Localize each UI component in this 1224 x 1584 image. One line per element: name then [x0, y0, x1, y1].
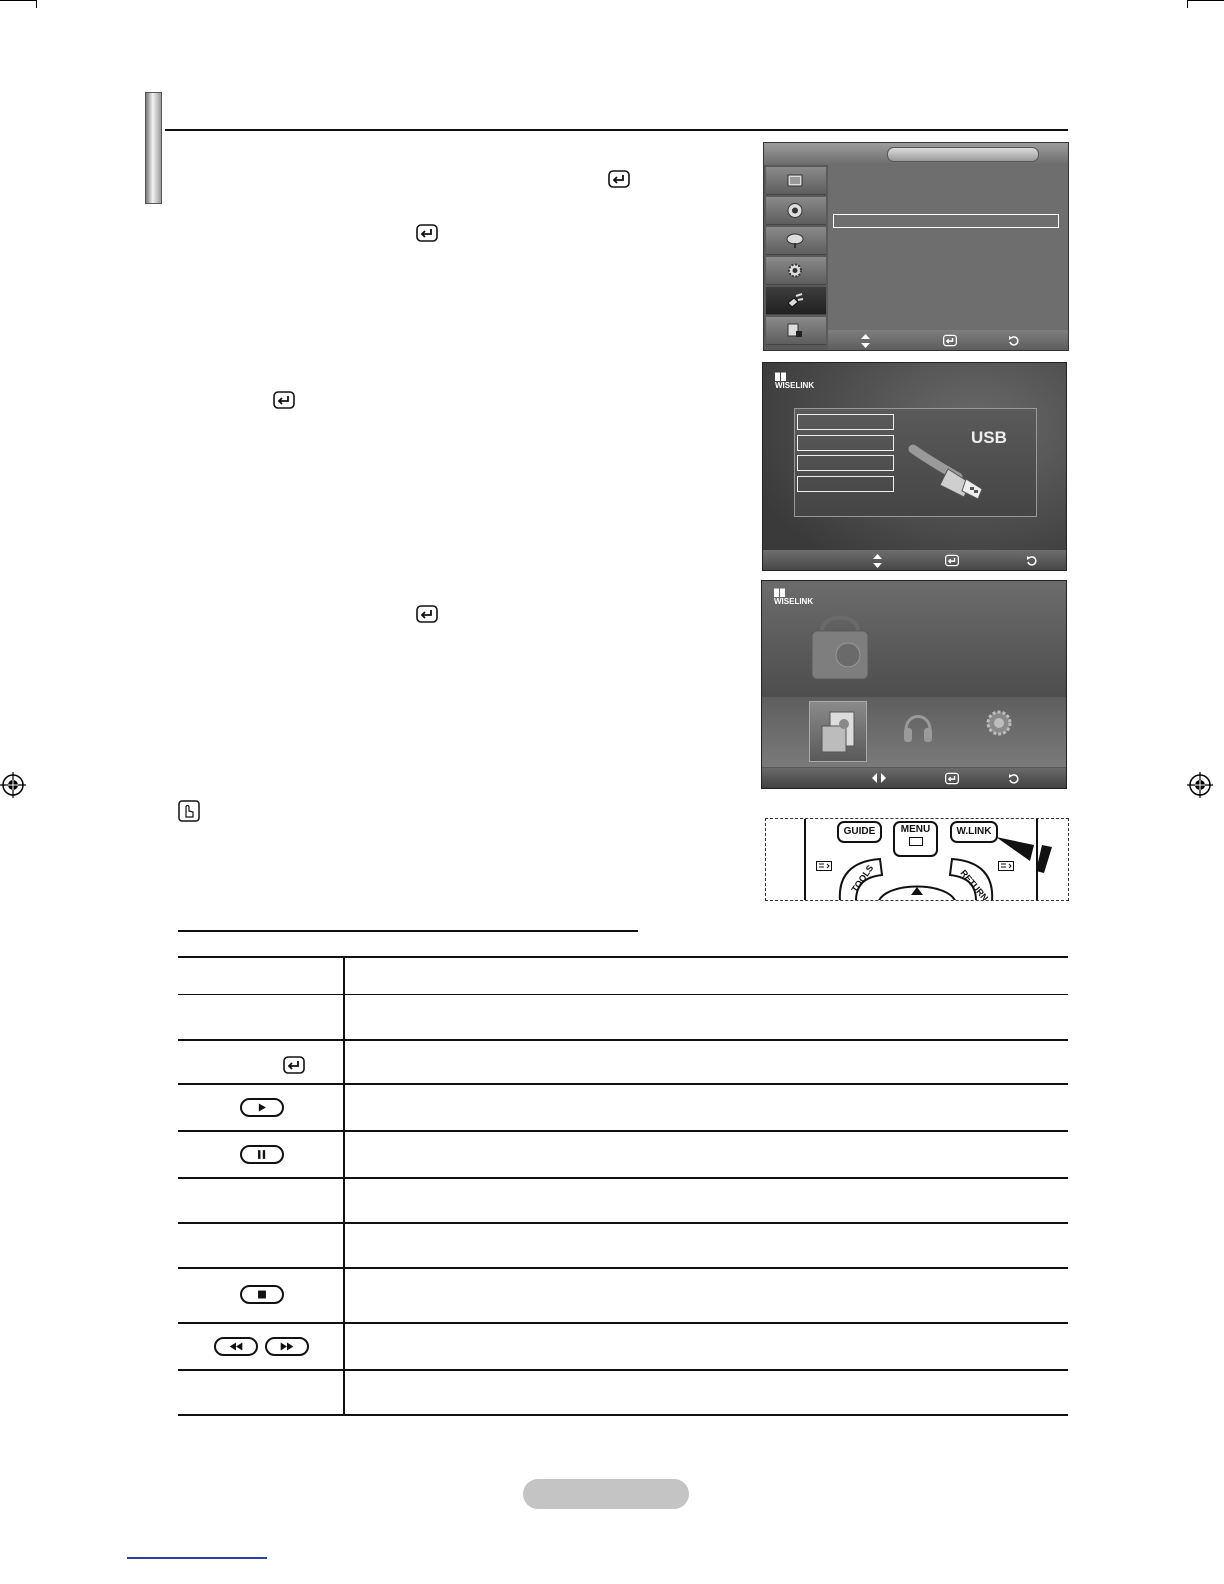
table-column-divider — [343, 957, 345, 1416]
menu-title-bar — [764, 143, 1068, 165]
return-icon — [1026, 555, 1037, 566]
usb-device-label: USB — [971, 428, 1007, 447]
sidebar-item-setup[interactable] — [766, 257, 826, 285]
enter-icon — [945, 772, 959, 785]
remote-control-illustration — [765, 818, 1069, 901]
menu-help-bar — [828, 330, 1069, 351]
page-number-badge — [523, 1479, 689, 1509]
guide-key-label: GUIDE — [843, 826, 876, 837]
footer-rule — [127, 1557, 267, 1559]
wiselink-logo-text: WISELINK — [775, 381, 815, 390]
device-option[interactable] — [797, 455, 894, 471]
dpad-key[interactable] — [874, 873, 960, 901]
enter-icon — [945, 554, 959, 567]
table-rule — [178, 1083, 1068, 1085]
subtitle-icon — [816, 861, 832, 871]
table-rule — [178, 994, 1068, 995]
pause-icon — [240, 1145, 284, 1164]
enter-icon — [608, 170, 630, 188]
subtitle-icon — [998, 861, 1014, 871]
satellite-dish-icon — [786, 232, 804, 249]
return-icon — [1008, 773, 1019, 784]
remote-body-edge — [804, 819, 806, 901]
menu-title-pill — [887, 147, 1039, 162]
registration-mark-icon — [1187, 772, 1213, 798]
return-icon — [1008, 335, 1019, 346]
enter-icon — [416, 224, 438, 242]
sound-icon — [786, 202, 804, 219]
wiselink-usb-screenshot — [762, 362, 1067, 571]
table-rule — [178, 1177, 1068, 1179]
menu-key-label: MENU — [900, 824, 931, 835]
enter-icon — [943, 334, 957, 347]
wiselink-main-screenshot — [761, 580, 1067, 789]
enter-icon — [283, 1056, 305, 1074]
section-heading-rule — [165, 129, 1068, 131]
table-rule — [178, 1322, 1068, 1324]
stop-icon — [240, 1285, 284, 1304]
sidebar-item-application[interactable] — [766, 317, 826, 345]
photo-category-selected[interactable] — [809, 701, 867, 762]
table-rule — [178, 1222, 1068, 1224]
menu-highlighted-item[interactable] — [833, 214, 1059, 228]
setup-gear-icon — [984, 708, 1014, 738]
camera-bag-icon — [808, 611, 872, 683]
help-bar — [762, 768, 1066, 789]
wiselink-logo-text: WISELINK — [774, 597, 814, 606]
left-right-arrow-icon — [872, 773, 886, 783]
plug-icon — [786, 292, 804, 309]
guide-key[interactable] — [837, 821, 882, 843]
picture-icon — [786, 172, 804, 189]
table-rule — [178, 956, 1068, 958]
sidebar-item-sound[interactable] — [766, 197, 826, 225]
crop-mark — [0, 0, 36, 1]
device-option[interactable] — [797, 414, 894, 430]
fast-forward-icon — [265, 1337, 309, 1356]
enter-icon — [416, 605, 438, 623]
usb-stick-icon — [908, 441, 988, 503]
crop-mark — [1187, 0, 1188, 8]
photo-icon — [820, 710, 858, 754]
sidebar-item-input[interactable] — [766, 287, 826, 315]
up-down-arrow-icon — [873, 554, 882, 568]
device-option[interactable] — [797, 435, 894, 451]
table-rule — [178, 1130, 1068, 1132]
tv-menu-screenshot — [763, 142, 1069, 351]
sidebar-item-picture[interactable] — [766, 167, 826, 195]
table-title-rule — [178, 930, 638, 932]
rewind-icon — [214, 1337, 258, 1356]
gear-icon — [786, 262, 804, 279]
menu-category-sidebar — [764, 165, 828, 351]
menu-grid-icon — [909, 837, 923, 846]
wlink-key[interactable] — [950, 821, 998, 843]
sidebar-item-channel[interactable] — [766, 227, 826, 255]
help-bar — [763, 550, 1066, 571]
crop-mark — [36, 0, 37, 8]
registration-mark-icon — [0, 772, 26, 798]
application-icon — [786, 322, 804, 339]
device-option[interactable] — [797, 476, 894, 492]
enter-icon — [273, 391, 295, 409]
up-down-arrow-icon — [861, 334, 870, 348]
wiselink-logo: ██ WISELINK — [775, 374, 815, 390]
menu-key[interactable] — [893, 821, 938, 857]
wlink-key-label: W.LINK — [956, 826, 992, 837]
table-rule — [178, 1267, 1068, 1269]
table-rule — [178, 1369, 1068, 1371]
table-rule — [178, 1039, 1068, 1041]
note-hand-icon — [178, 800, 200, 822]
tools-key-label: TOOLS — [849, 863, 876, 895]
play-icon — [240, 1098, 284, 1117]
return-key-label: RETURN — [958, 867, 991, 903]
wiselink-logo: ██ WISELINK — [774, 590, 814, 606]
section-tab-marker — [145, 92, 162, 204]
headphones-icon — [902, 708, 934, 746]
table-rule — [178, 1414, 1068, 1416]
crop-mark — [1188, 0, 1224, 1]
